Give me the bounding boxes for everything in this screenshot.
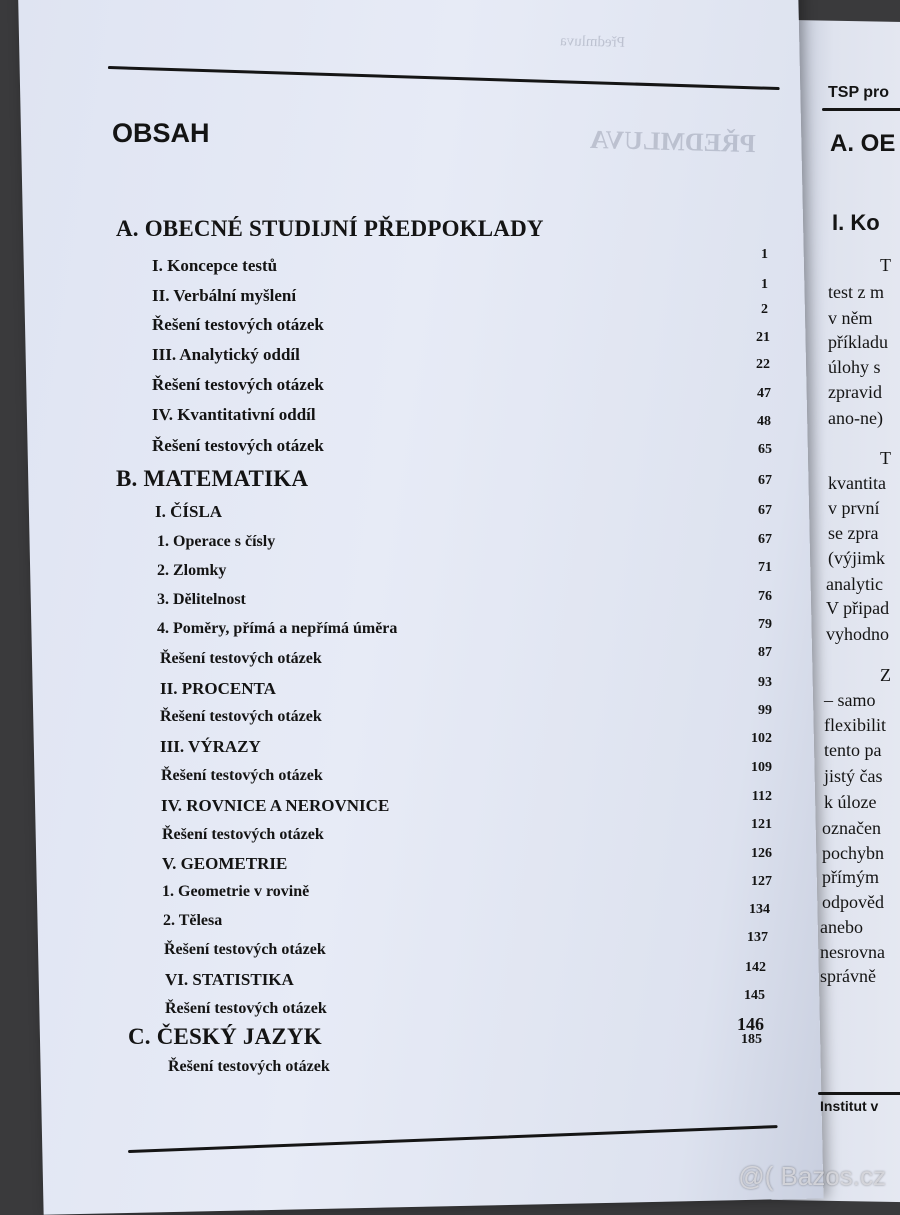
toc-page: 142 <box>745 960 766 975</box>
toc-entry: IV. ROVNICE A NEROVNICE <box>161 796 390 815</box>
toc-page: 67 <box>758 503 772 518</box>
toc-entry: Řešení testových otázek <box>152 375 324 394</box>
right-line: v první <box>828 498 880 518</box>
right-line: úlohy s <box>828 357 881 377</box>
toc-entry: 4. Poměry, přímá a nepřímá úměra <box>157 620 398 637</box>
toc-entry: 2. Zlomky <box>157 562 227 579</box>
toc-entry: 1. Operace s čísly <box>157 533 276 550</box>
toc-entry: Řešení testových otázek <box>168 1058 330 1075</box>
right-line: (výjimk <box>828 548 885 568</box>
right-line: anebo <box>820 917 863 937</box>
toc-page: 126 <box>751 846 772 861</box>
toc-entry: Řešení testových otázek <box>164 941 326 958</box>
right-line: odpověd <box>822 892 884 912</box>
toc-entry: IV. Kvantitativní oddíl <box>152 405 316 424</box>
right-line: test z m <box>828 282 884 302</box>
right-line: T <box>880 255 891 275</box>
toc-page: 22 <box>756 357 770 372</box>
right-footer: Institut v <box>820 1098 879 1114</box>
right-line: – samo <box>824 690 876 710</box>
header-ghost-text: Předmluva <box>559 33 626 51</box>
toc-page: 76 <box>758 589 772 604</box>
toc-entry: II. Verbální myšlení <box>152 286 297 305</box>
right-line: T <box>880 448 891 468</box>
toc-page: 71 <box>758 560 772 575</box>
right-line: jistý čas <box>824 766 883 786</box>
right-line: pochybn <box>822 843 884 863</box>
toc-page: 67 <box>758 473 772 488</box>
toc-entry: Řešení testových otázek <box>161 767 323 784</box>
toc-page: 87 <box>758 645 772 660</box>
toc-entry: I. Koncepce testů <box>152 256 278 275</box>
toc-page: 145 <box>744 988 765 1003</box>
toc-page: 109 <box>751 760 772 775</box>
toc-entry: Řešení testových otázek <box>160 650 322 667</box>
toc-page: 21 <box>756 330 770 345</box>
toc-entry: VI. STATISTIKA <box>165 970 294 989</box>
right-header: TSP pro <box>828 84 890 101</box>
right-top-rule <box>822 108 900 111</box>
toc-entry: Řešení testových otázek <box>162 826 324 843</box>
right-line: flexibilit <box>824 715 886 735</box>
toc-page: 1 <box>761 247 768 262</box>
toc-page: 121 <box>751 817 772 832</box>
toc-page: 65 <box>758 442 772 457</box>
right-line: vyhodno <box>826 624 889 644</box>
right-line: nesrovna <box>820 942 885 962</box>
toc-entry: II. PROCENTA <box>160 679 276 698</box>
toc-entry: III. Analytický oddíl <box>152 345 300 364</box>
site-watermark: @( Bazos.cz <box>738 1161 886 1191</box>
right-line: se zpra <box>828 523 879 543</box>
right-line: příkladu <box>828 332 888 352</box>
toc-entry: III. VÝRAZY <box>160 737 261 756</box>
toc-page: 79 <box>758 617 772 632</box>
toc-page: 112 <box>751 789 772 804</box>
toc-entry: 3. Dělitelnost <box>157 591 246 608</box>
toc-section-b: B. MATEMATIKA <box>116 466 309 491</box>
toc-page: 67 <box>758 532 772 547</box>
right-line: přímým <box>822 867 879 887</box>
toc-page: 134 <box>749 902 770 917</box>
right-line: správně <box>820 966 876 986</box>
right-line: zpravid <box>828 382 882 402</box>
toc-page: 146 <box>737 1014 764 1034</box>
toc-entry: Řešení testových otázek <box>152 436 324 455</box>
toc-page: 99 <box>758 703 772 718</box>
right-section-title: A. OE <box>830 130 896 157</box>
toc-page: 185 <box>741 1032 762 1047</box>
toc-page: 48 <box>757 414 771 429</box>
toc-page: 93 <box>758 675 772 690</box>
right-line: V připad <box>826 598 890 618</box>
toc-entry: V. GEOMETRIE <box>162 854 288 873</box>
toc-page: 47 <box>757 386 771 401</box>
right-line: označen <box>822 818 881 838</box>
right-line: kvantita <box>828 473 886 493</box>
right-line: k úloze <box>824 792 877 812</box>
right-bottom-rule <box>818 1092 900 1095</box>
toc-entry: Řešení testových otázek <box>165 1000 327 1017</box>
toc-entry: 2. Tělesa <box>163 912 223 929</box>
right-line: tento pa <box>824 740 882 760</box>
toc-section-a: A. OBECNÉ STUDIJNÍ PŘEDPOKLADY <box>116 216 544 241</box>
toc-entry: Řešení testových otázek <box>152 315 324 334</box>
toc-title: OBSAH <box>112 118 210 148</box>
toc-page: 2 <box>761 302 768 317</box>
toc-page: 127 <box>751 874 772 889</box>
toc-section-c: C. ČESKÝ JAZYK <box>128 1024 322 1049</box>
toc-page: 137 <box>747 930 768 945</box>
right-line: Z <box>880 665 891 685</box>
toc-entry: Řešení testových otázek <box>160 708 322 725</box>
toc-page: 1 <box>761 277 768 292</box>
bleed-title: PŘEDMLUVA <box>589 124 757 159</box>
right-line: ano-ne) <box>828 408 883 428</box>
toc-entry: 1. Geometrie v rovině <box>162 883 310 900</box>
right-line: analytic <box>826 574 883 594</box>
right-line: v něm <box>828 308 873 328</box>
toc-entry: I. ČÍSLA <box>155 502 223 521</box>
right-subsection-title: I. Ko <box>832 210 880 235</box>
toc-page: 102 <box>751 731 772 746</box>
